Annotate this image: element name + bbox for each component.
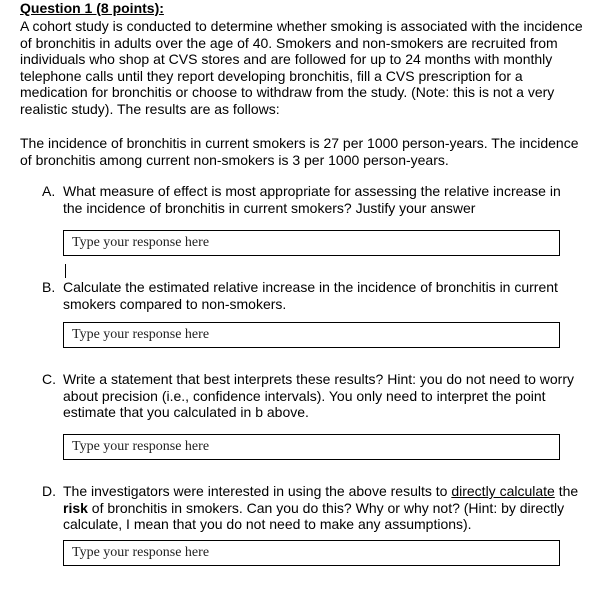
response-b-input[interactable]: Type your response here: [63, 322, 560, 348]
question-b-text: Calculate the estimated relative increase in the incidence of bronchitis in current smokers compared to non-smokers.: [63, 279, 558, 312]
question-a-text: What measure of effect is most appropriate for assessing the relative increase in the incidence of bronchitis in current smokers? Justify your answer: [63, 183, 561, 216]
question-d-text: [63, 483, 583, 533]
text-cursor: [65, 264, 66, 278]
question-d-letter: D.: [42, 483, 56, 499]
response-d-input[interactable]: Type your response here: [63, 540, 560, 566]
risk-word: risk: [63, 499, 88, 516]
question-a-letter: A.: [42, 183, 56, 199]
question-c-letter: C.: [42, 371, 56, 387]
results-paragraph: The incidence of bronchitis in current smokers is 27 per 1000 person-years. The incidence of bronchitis among current non-smokers is 3 per 1000 person-years.: [20, 135, 579, 168]
question-c-text: Write a statement that best interprets these results? Hint: you do not need to worry about precision (i.e., confidence intervals). You only need to interpret the point estimate that you calculated in b above.: [63, 371, 574, 420]
question-d-text-start: The investigators were interested in using the above results to: [63, 483, 452, 499]
question-d-text-middle: the: [554, 483, 579, 499]
question-heading: Question 1 (8 points):: [20, 0, 164, 16]
question-b-letter: B.: [42, 279, 56, 295]
question-d-text-end: of bronchitis in smokers. Can you do this? Why or why not? (Hint: by directly calculate, I mean that you do not need to make any assumptions).: [63, 499, 565, 532]
intro-paragraph: A cohort study is conducted to determine whether smoking is associated with the incidence of bronchitis in adults over the age of 40. Smokers and non-smokers are recruited from individuals who shop at CVS stores and are followed for up to 24 months with monthly telephone calls until they report developing bronchitis, fill a CVS prescription for a medication for bronchitis or choose to withdraw from the study. (Note: this is not a very realistic study). The results are as follows:: [20, 18, 583, 117]
response-a-input[interactable]: Type your response here: [63, 230, 560, 256]
directly-calculate-phrase: directly calculate: [451, 483, 555, 499]
response-c-input[interactable]: Type your response here: [63, 434, 560, 460]
